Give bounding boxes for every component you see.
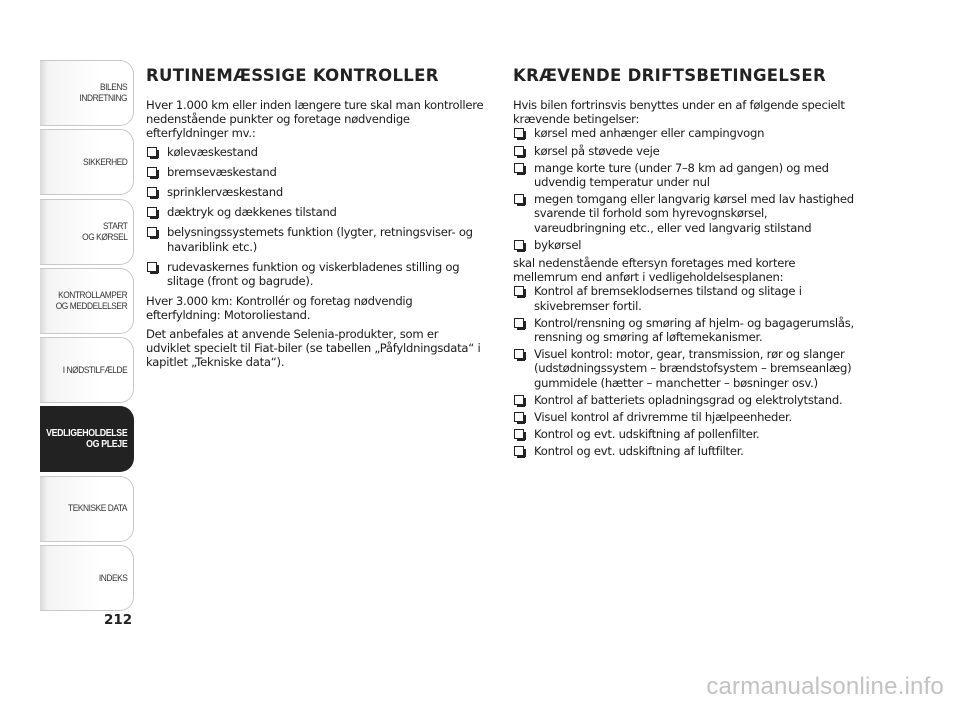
list-item: belysningssystemets funktion (lygter, retningsviser- og havariblink etc.) [146, 225, 486, 253]
tab-label: I NØDSTILFÆLDE [62, 364, 127, 376]
list-item: Kontrol og evt. udskiftning af luftfilter. [513, 444, 858, 458]
tab-i-nodstilfaelde[interactable] [40, 337, 134, 403]
tab-bilens-indretning[interactable] [40, 60, 134, 126]
tab-tekniske-data[interactable] [40, 476, 134, 542]
checkbox-icon [147, 167, 157, 177]
left-column [146, 66, 486, 373]
tab-label: TEKNISKE DATA [67, 503, 127, 515]
checkbox-icon [514, 395, 524, 405]
middle-paragraph: skal nedenstående eftersyn foretages med kortere mellemrum end anført i vedligeholdelsesplanen: [513, 256, 796, 285]
list-item: Visuel kontrol af drivremme til hjælpeenheder. [513, 410, 858, 424]
intro-paragraph: Hvis bilen fortrinsvis benyttes under en af følgende specielt krævende betingelser: [513, 98, 845, 127]
checkbox-icon [514, 163, 524, 173]
tab-label: INDEKS [98, 572, 127, 584]
intro-paragraph: Hver 1.000 km eller inden længere ture skal man kontrollere nedenstående punkter og foretage nødvendige efterfyldninger mv.: [146, 98, 484, 141]
tab-indeks[interactable] [40, 545, 134, 611]
tab-label: START OG KØRSEL [81, 220, 127, 243]
tab-label: VEDLIGEHOLDELSE OG PLEJE [45, 428, 127, 451]
list-item: megen tomgang eller langvarig kørsel med lav hastighed svarende til forhold som hyrevognskørsel, vareudbringning etc., eller ved langvarig stilstand [513, 192, 858, 235]
tab-vedligeholdelse-active[interactable] [40, 406, 134, 472]
checks-list [513, 284, 858, 458]
list-item: kølevæskestand [146, 145, 486, 159]
checkbox-icon [514, 286, 524, 296]
checkbox-icon [514, 240, 524, 250]
checkbox-icon [514, 194, 524, 204]
list-item: rudevaskernes funktion og viskerbladenes stilling og slitage (front og bagrude). [146, 260, 486, 288]
checkbox-icon [147, 262, 157, 272]
checkbox-icon [147, 187, 157, 197]
list-item: mange korte ture (under 7–8 km ad gangen) og med udvendig temperatur under nul [513, 161, 858, 189]
page-number: 212 [104, 612, 133, 628]
section-title-demanding-conditions: KRÆVENDE DRIFTSBETINGELSER [513, 66, 826, 85]
paragraph-selenia: Det anbefales at anvende Selenia-produkter, som er udviklet specielt til Fiat-biler (se tabellen „Påfyldningsdata“ i kapitlet „Tekniske data“). [146, 326, 481, 370]
tab-start-og-korsel[interactable] [40, 199, 134, 265]
list-item: Kontrol og evt. udskiftning af pollenfilter. [513, 427, 858, 441]
checkbox-icon [514, 349, 524, 359]
list-item: dæktryk og dækkenes tilstand [146, 205, 486, 219]
list-item: Kontrol af bremseklodsernes tilstand og slitage i skivebremser fortil. [513, 284, 858, 312]
checkbox-icon [147, 207, 157, 217]
checkbox-icon [514, 446, 524, 456]
tab-kontrollamper[interactable] [40, 268, 134, 334]
list-item: sprinklervæskestand [146, 185, 486, 199]
list-item: Kontrol af batteriets opladningsgrad og elektrolytstand. [513, 393, 858, 407]
watermark[interactable]: carmanualsonline.info [706, 673, 944, 700]
list-item: bykørsel [513, 238, 858, 252]
paragraph-3000km: Hver 3.000 km: Kontrollér og foretag nødvendig efterfyldning: Motoroliestand. [146, 294, 413, 323]
right-column [513, 66, 858, 463]
list-item: kørsel på støvede veje [513, 144, 858, 158]
checkbox-icon [514, 318, 524, 328]
list-item: bremsevæskestand [146, 165, 486, 179]
section-title-routine-checks: RUTINEMÆSSIGE KONTROLLER [146, 66, 439, 85]
list-item: kørsel med anhænger eller campingvogn [513, 126, 858, 140]
checklist [146, 145, 486, 289]
tab-label: SIKKERHED [82, 156, 127, 168]
checkbox-icon [514, 128, 524, 138]
tab-label: BILENS INDRETNING [79, 82, 127, 104]
tab-sikkerhed[interactable] [40, 129, 134, 195]
checkbox-icon [514, 412, 524, 422]
checkbox-icon [147, 147, 157, 157]
conditions-list [513, 126, 858, 252]
checkbox-icon [147, 227, 157, 237]
checkbox-icon [514, 146, 524, 156]
tab-label: KONTROLLAMPER OG MEDDELELSER [55, 289, 127, 312]
list-item: Kontrol/rensning og smøring af hjelm- og bagagerumslås, rensning og smøring af løftemekanismer. [513, 316, 858, 344]
checkbox-icon [514, 429, 524, 439]
list-item: Visuel kontrol: motor, gear, transmission, rør og slanger (udstødningssystem – brændstofsystem – bremseanlæg) gummidele (hætter – manchetter – bøsninger osv.) [513, 347, 858, 390]
chapter-tabs [40, 60, 134, 614]
